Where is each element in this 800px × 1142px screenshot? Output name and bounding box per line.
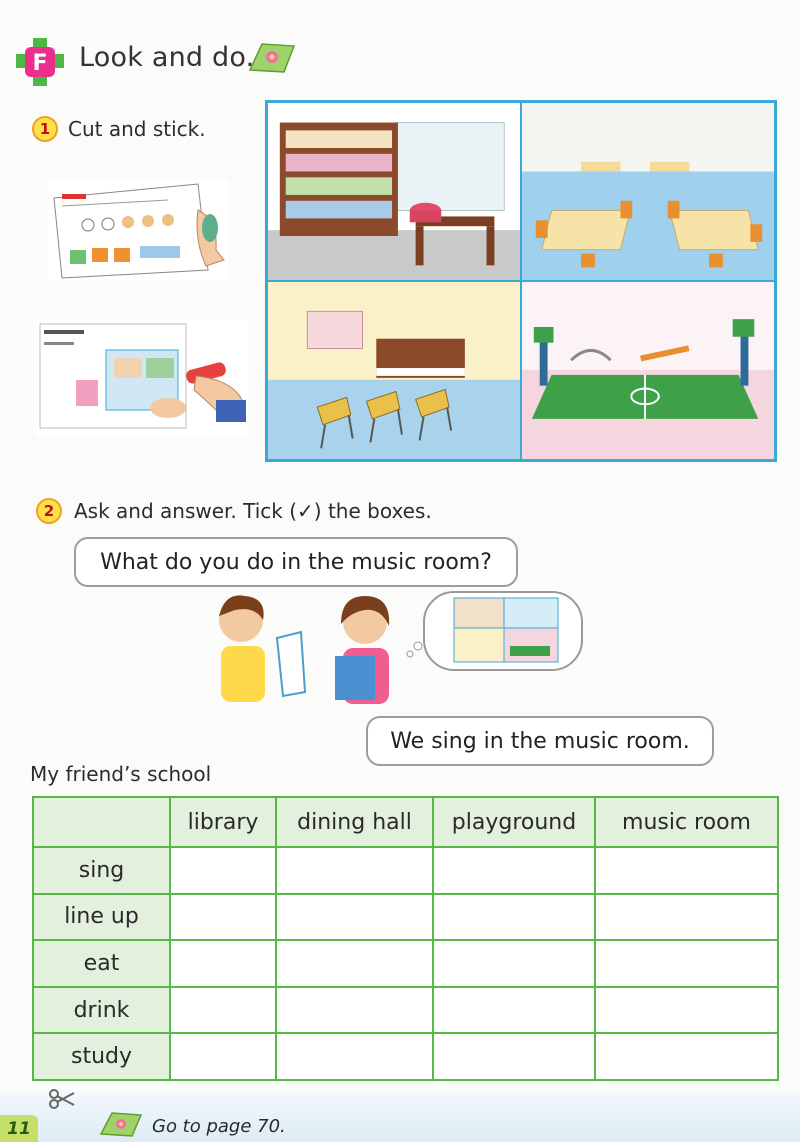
tick-box[interactable] xyxy=(170,847,276,894)
tick-table xyxy=(32,796,779,1081)
page-number: 11 xyxy=(0,1115,38,1142)
tick-box[interactable] xyxy=(276,987,433,1034)
section-f-badge xyxy=(16,38,64,86)
activity-2-instruction: Ask and answer. Tick (✓) the boxes. xyxy=(74,499,432,523)
table-row xyxy=(33,940,778,987)
tick-box[interactable] xyxy=(276,847,433,894)
row-header: sing xyxy=(33,847,170,894)
tick-box[interactable] xyxy=(433,847,595,894)
row-header: drink xyxy=(33,987,170,1034)
tick-box[interactable] xyxy=(170,987,276,1034)
tick-box[interactable] xyxy=(170,894,276,941)
tick-box[interactable] xyxy=(433,987,595,1034)
section-title: Look and do. xyxy=(79,42,255,73)
table-caption: My friend’s school xyxy=(30,762,212,786)
tick-box[interactable] xyxy=(433,1033,595,1080)
room-pictures-grid xyxy=(265,100,777,462)
column-header: library xyxy=(170,797,276,847)
go-to-page-text: Go to page 70. xyxy=(152,1116,286,1137)
playground-picture xyxy=(521,281,775,460)
music-room-picture xyxy=(267,281,521,460)
cut-worksheet-illustration xyxy=(48,180,228,280)
tick-box[interactable] xyxy=(276,894,433,941)
column-header: dining hall xyxy=(276,797,433,847)
tick-box[interactable] xyxy=(595,940,778,987)
activity-number-2: 2 xyxy=(36,498,62,524)
tick-box[interactable] xyxy=(595,894,778,941)
table-row xyxy=(33,987,778,1034)
row-header: line up xyxy=(33,894,170,941)
tick-box[interactable] xyxy=(595,847,778,894)
tick-box[interactable] xyxy=(433,940,595,987)
tick-box[interactable] xyxy=(595,987,778,1034)
svg-text:F: F xyxy=(32,51,48,76)
question-speech-bubble: What do you do in the music room? xyxy=(74,537,518,587)
table-row xyxy=(33,1033,778,1080)
thought-bubble-pictures xyxy=(406,590,586,672)
tick-box[interactable] xyxy=(276,1033,433,1080)
table-row xyxy=(33,894,778,941)
children-illustration xyxy=(205,592,415,720)
tick-box[interactable] xyxy=(170,940,276,987)
row-header: eat xyxy=(33,940,170,987)
dining-hall-picture xyxy=(521,102,775,281)
tick-box[interactable] xyxy=(276,940,433,987)
table-row xyxy=(33,847,778,894)
column-header: music room xyxy=(595,797,778,847)
flower-card-icon xyxy=(98,1110,144,1138)
library-picture xyxy=(267,102,521,281)
column-header: playground xyxy=(433,797,595,847)
table-corner-cell xyxy=(33,797,170,847)
row-header: study xyxy=(33,1033,170,1080)
tick-box[interactable] xyxy=(595,1033,778,1080)
flower-card-icon xyxy=(246,40,298,74)
tick-box[interactable] xyxy=(170,1033,276,1080)
stick-worksheet-illustration xyxy=(36,320,248,436)
activity-number-1: 1 xyxy=(32,116,58,142)
table-header-row xyxy=(33,797,778,847)
scissors-icon xyxy=(48,1088,76,1110)
activity-1-instruction: Cut and stick. xyxy=(68,117,206,141)
tick-box[interactable] xyxy=(433,894,595,941)
answer-speech-bubble: We sing in the music room. xyxy=(366,716,714,766)
